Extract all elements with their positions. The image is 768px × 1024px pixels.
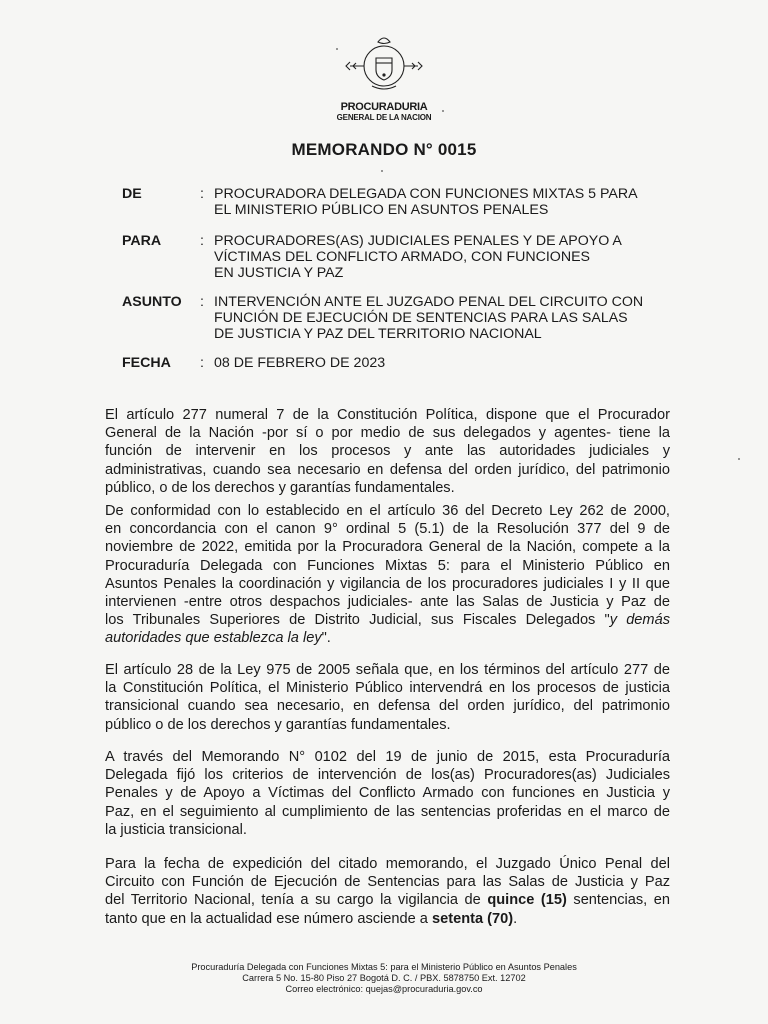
text-segment: . (513, 910, 518, 927)
text-line: El artículo 28 de la Ley 975 de 2005 señala que, en los términos del artículo 277 de (105, 662, 670, 678)
institution-logo (330, 102, 438, 122)
field-asunto-line: INTERVENCIÓN ANTE EL JUZGADO PENAL DEL CIRCUITO CON (214, 294, 644, 310)
text-line: la justicia transicional. (105, 821, 247, 838)
bold-count: setenta (70) (431, 910, 514, 927)
scan-speck (336, 48, 338, 50)
text-line: noviembre de 2022, emitida por la Procuradora General de la Nación, compete a la (105, 539, 670, 556)
paragraph-3 (105, 661, 670, 734)
text-line: El artículo 277 numeral 7 de la Constitución Política, dispone que el Procurador (105, 407, 670, 423)
scan-speck (381, 170, 383, 172)
text-line: transicional cuando sea necesario, en defensa del orden jurídico, del patrimonio (105, 698, 670, 715)
field-asunto-colon: : (200, 294, 204, 310)
field-de-value (214, 186, 694, 218)
text-line: función de intervenir en los procesos y ante las autoridades judiciales y (105, 443, 670, 460)
scan-speck (442, 110, 444, 112)
text-line: la Constitución Política, el Ministerio Público intervendrá en los procesos de justicia (105, 680, 670, 697)
text-line: Penales y de Apoyo a Víctimas del Conflicto Armado con funciones en Justicia y (105, 785, 670, 802)
field-fecha-label: FECHA (122, 355, 171, 371)
institution-name: PROCURADURIA (340, 101, 428, 113)
text-line: intervienen -entre otros despachos judiciales- ante las Salas de Justicia y Paz de (105, 594, 670, 611)
field-de-line: EL MINISTERIO PÚBLICO EN ASUNTOS PENALES (214, 202, 549, 218)
text-line (105, 910, 670, 928)
field-asunto-line: DE JUSTICIA Y PAZ DEL TERRITORIO NACIONAL (214, 326, 542, 342)
text-line (105, 629, 670, 647)
text-line: Procuraduría Delegada con Funciones Mixtas 5: para el Ministerio Público en (105, 557, 670, 574)
footer-email: Correo electrónico: quejas@procuraduria.gov.co (285, 984, 483, 994)
text-line (105, 611, 670, 629)
paragraph-5 (105, 855, 670, 928)
field-fecha-value (214, 355, 694, 371)
scan-speck (738, 458, 740, 460)
field-para-colon: : (200, 233, 204, 249)
text-line: De conformidad con lo establecido en el artículo 36 del Decreto Ley 262 de 2000, (105, 503, 670, 519)
text-segment: sentencias, en (566, 892, 670, 909)
text-segment: ". (321, 630, 331, 647)
text-line: Para la fecha de expedición del citado memorando, el Juzgado Único Penal del (105, 856, 670, 872)
text-line: Paz, en el seguimiento al cumplimiento de las sentencias proferidas en el marco de (105, 803, 670, 820)
field-asunto-line: FUNCIÓN DE EJECUCIÓN DE SENTENCIAS PARA LAS SALAS (214, 310, 628, 326)
italic-quote: y demás (609, 612, 670, 629)
paragraph-1 (105, 406, 670, 497)
paragraph-2 (105, 502, 670, 648)
italic-quote: autoridades que establezca la ley (105, 630, 322, 647)
bold-count: quince (15) (487, 892, 567, 909)
institution-subtitle: GENERAL DE LA NACION (336, 113, 432, 122)
text-line: Circuito con Función de Ejecución de Sentencias para las Salas de Justicia y Paz (105, 874, 670, 891)
page-footer (0, 962, 768, 995)
text-line: Delegada fijó los criterios de intervención de los(as) Procuradores(as) Judiciales (105, 767, 670, 784)
text-line: General de la Nación -por sí o por medio de sus delegados y agentes- tiene la (105, 425, 670, 442)
field-de-line: PROCURADORA DELEGADA CON FUNCIONES MIXTAS 5 PARA (214, 186, 638, 202)
field-para-line: EN JUSTICIA Y PAZ (214, 265, 344, 281)
text-line: público, o de los derechos y garantías fundamentales. (105, 479, 455, 496)
text-segment: del Territorio Nacional, tenía a su cargo la vigilancia de (105, 892, 488, 909)
text-line: A través del Memorando N° 0102 del 19 de junio de 2015, esta Procuraduría (105, 749, 670, 765)
memo-title: MEMORANDO N° 0015 (291, 140, 477, 159)
text-segment: tanto que en la actualidad ese número asciende a (105, 910, 432, 927)
text-line: público o de los derechos y garantías fundamentales. (105, 716, 451, 733)
field-para-value (214, 233, 694, 281)
text-line: en concordancia con el canon 9° ordinal 5 (5.1) de la Resolución 377 del 9 de (105, 521, 670, 538)
field-fecha-line: 08 DE FEBRERO DE 2023 (214, 355, 386, 371)
field-fecha-colon: : (200, 355, 204, 371)
field-para-label: PARA (122, 233, 162, 249)
text-line: Asuntos Penales la coordinación y vigilancia de los procuradores judiciales I y II que (105, 575, 670, 592)
field-asunto-label: ASUNTO (122, 294, 182, 310)
text-segment: los Tribunales Superiores de Distrito Judicial, sus Fiscales Delegados " (105, 612, 610, 629)
colombia-coat-of-arms-icon (336, 30, 432, 100)
text-line (105, 891, 670, 909)
field-de-colon: : (200, 186, 204, 202)
field-para-line: PROCURADORES(AS) JUDICIALES PENALES Y DE APOYO A (214, 233, 622, 249)
paragraph-4 (105, 748, 670, 839)
text-line: administrativas, cuando sea necesario en defensa del orden jurídico, del patrimonio (105, 461, 670, 478)
field-para-line: VÍCTIMAS DEL CONFLICTO ARMADO, CON FUNCIONES (214, 249, 591, 265)
footer-office: Procuraduría Delegada con Funciones Mixtas 5: para el Ministerio Público en Asuntos Penales (191, 962, 577, 972)
footer-address: Carrera 5 No. 15-80 Piso 27 Bogotá D. C. / PBX. 5878750 Ext. 12702 (242, 973, 526, 983)
field-de-label: DE (122, 186, 142, 202)
field-asunto-value (214, 294, 694, 342)
